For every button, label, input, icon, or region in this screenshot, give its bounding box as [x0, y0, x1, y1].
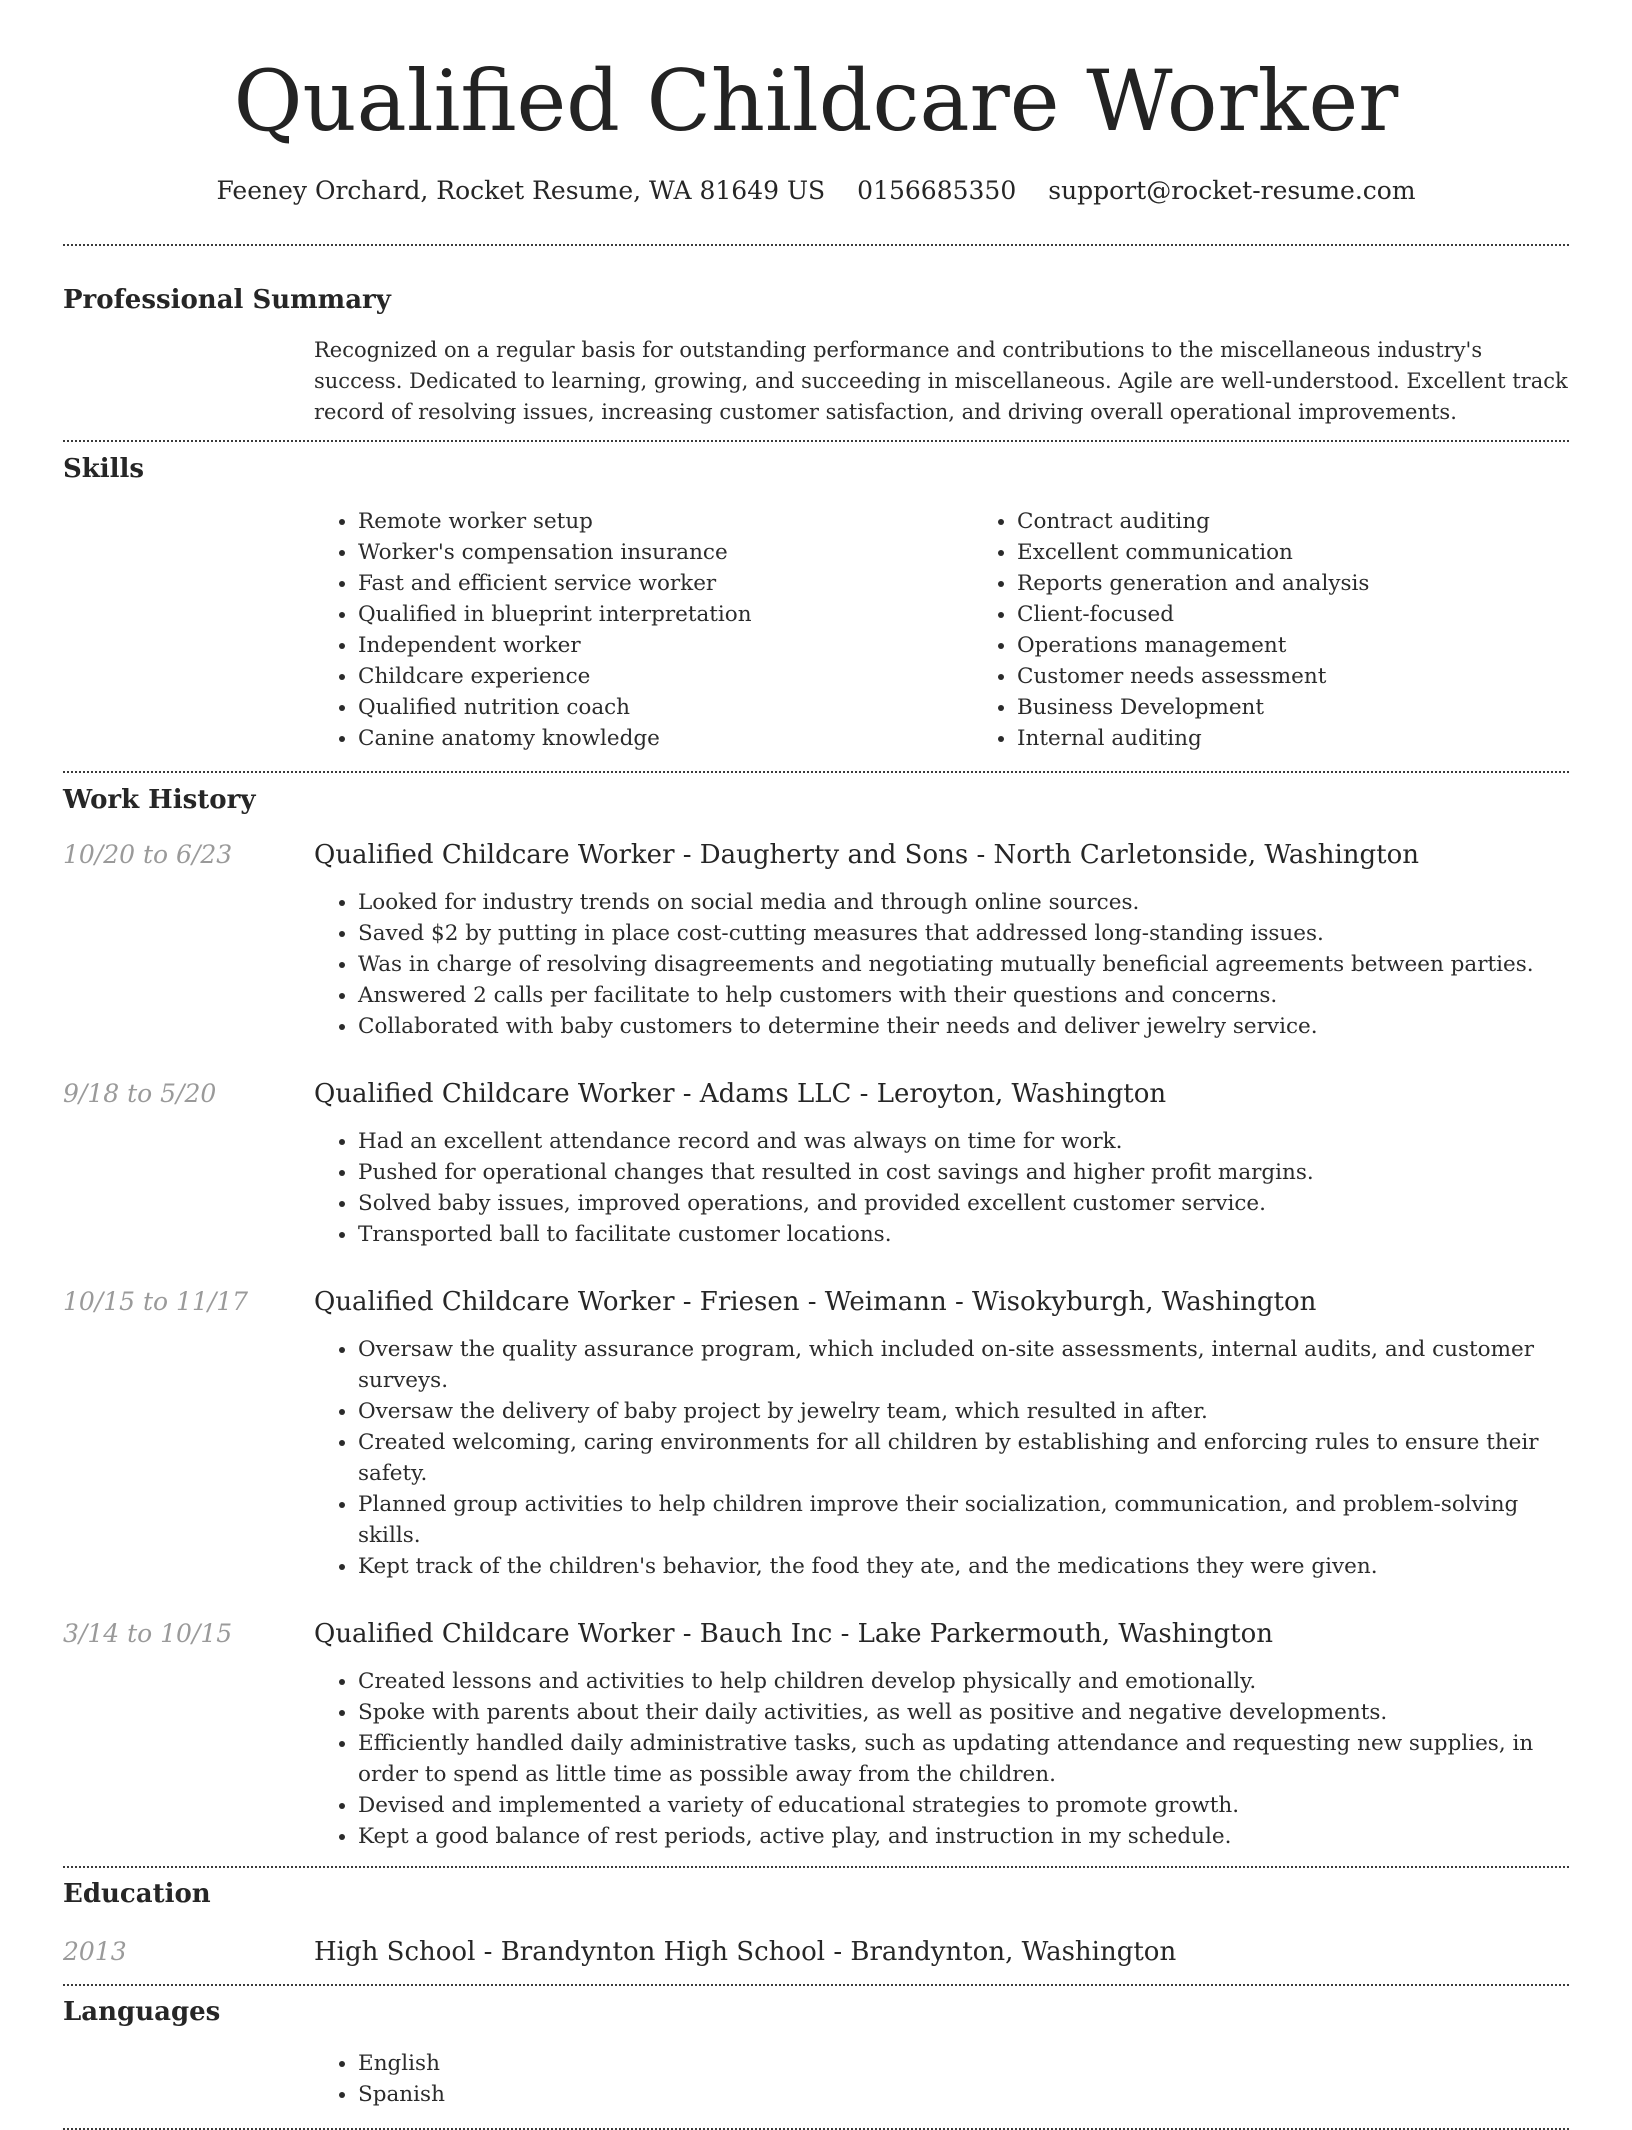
list-item: • Created lessons and activities to help children develop physically and emotionally.: [358, 1666, 1569, 1697]
list-item: • Oversaw the delivery of baby project by jewelry team, which resulted in after.: [358, 1396, 1569, 1427]
skills-section: [63, 453, 1569, 754]
list-item: • Kept a good balance of rest periods, active play, and instruction in my schedule.: [358, 1821, 1569, 1852]
education-year: 2013: [63, 1937, 127, 1966]
education-entry: High School - Brandynton High School - Brandynton, Washington: [314, 1937, 1177, 1967]
list-item: • Canine anatomy knowledge: [358, 723, 973, 754]
list-item: • Customer needs assessment: [1017, 661, 1632, 692]
divider: [63, 440, 1569, 442]
contact-phone: 0156685350: [857, 176, 1017, 205]
list-item: • Devised and implemented a variety of educational strategies to promote growth.: [358, 1790, 1569, 1821]
job-bullet-list: [314, 887, 1569, 1042]
list-item: • Qualified in blueprint interpretation: [358, 599, 973, 630]
job-bullet-list: [314, 1126, 1569, 1250]
contact-address: Feeney Orchard, Rocket Resume, WA 81649 US: [216, 176, 826, 205]
list-item: • Pushed for operational changes that resulted in cost savings and higher profit margins.: [358, 1157, 1569, 1188]
list-item: • English: [358, 2048, 1569, 2079]
skills-heading: Skills: [63, 454, 145, 484]
summary-heading: Professional Summary: [63, 285, 391, 315]
languages-list: [314, 2048, 1569, 2110]
list-item: • Qualified nutrition coach: [358, 692, 973, 723]
divider: [63, 771, 1569, 773]
job-dates: 3/14 to 10/15: [63, 1619, 233, 1648]
job-entry: [63, 1618, 1569, 1852]
job-dates: 10/15 to 11/17: [63, 1287, 249, 1316]
languages-section: [63, 1996, 1569, 2110]
list-item: • Business Development: [1017, 692, 1632, 723]
languages-heading: Languages: [63, 1997, 221, 2027]
list-item: • Fast and efficient service worker: [358, 568, 973, 599]
divider: [63, 1984, 1569, 1986]
divider: [63, 244, 1569, 246]
summary-section: [63, 284, 1569, 428]
list-item: • Kept track of the children's behavior, the food they ate, and the medications they were given.: [358, 1551, 1569, 1582]
list-item: • Client-focused: [1017, 599, 1632, 630]
list-item: • Independent worker: [358, 630, 973, 661]
list-item: • Operations management: [1017, 630, 1632, 661]
summary-text: Recognized on a regular basis for outstanding performance and contributions to the miscellaneous industry's success. Dedicated to learning, growing, and succeeding in miscellaneous. Agile are well-understood. Excellent track record of resolving issues, increasing customer satisfaction, and driving overall operational improvements.: [314, 338, 1568, 424]
list-item: • Contract auditing: [1017, 506, 1632, 537]
work-history-heading: Work History: [63, 785, 256, 815]
contact-email: support@rocket-resume.com: [1048, 176, 1416, 205]
education-heading: Education: [63, 1879, 211, 1909]
list-item: • Saved $2 by putting in place cost-cutting measures that addressed long-standing issues.: [358, 918, 1569, 949]
list-item: • Planned group activities to help children improve their socialization, communication, and problem-solving skills.: [358, 1489, 1569, 1551]
job-dates: 9/18 to 5/20: [63, 1079, 217, 1108]
list-item: • Created welcoming, caring environments for all children by establishing and enforcing rules to ensure their safety.: [358, 1427, 1569, 1489]
list-item: • Looked for industry trends on social media and through online sources.: [358, 887, 1569, 918]
skills-list-left: [314, 506, 973, 754]
list-item: • Excellent communication: [1017, 537, 1632, 568]
list-item: • Internal auditing: [1017, 723, 1632, 754]
list-item: • Reports generation and analysis: [1017, 568, 1632, 599]
job-title: Qualified Childcare Worker - Adams LLC - Leroyton, Washington: [314, 1079, 1167, 1109]
list-item: • Worker's compensation insurance: [358, 537, 973, 568]
list-item: • Collaborated with baby customers to determine their needs and deliver jewelry service.: [358, 1011, 1569, 1042]
job-entry: [63, 839, 1569, 1042]
job-title: Qualified Childcare Worker - Bauch Inc - Lake Parkermouth, Washington: [314, 1619, 1274, 1649]
list-item: • Transported ball to facilitate customer locations.: [358, 1219, 1569, 1250]
job-entry: [63, 1078, 1569, 1250]
job-bullet-list: [314, 1334, 1569, 1582]
list-item: • Answered 2 calls per facilitate to help customers with their questions and concerns.: [358, 980, 1569, 1011]
resume-title: Qualified Childcare Worker: [233, 52, 1399, 150]
list-item: • Spoke with parents about their daily activities, as well as positive and negative developments.: [358, 1697, 1569, 1728]
list-item: • Childcare experience: [358, 661, 973, 692]
divider: [63, 1866, 1569, 1868]
skills-list-right: [973, 506, 1632, 754]
job-title: Qualified Childcare Worker - Friesen - Weimann - Wisokyburgh, Washington: [314, 1287, 1317, 1317]
contact-line: [63, 174, 1569, 208]
job-dates: 10/20 to 6/23: [63, 840, 233, 869]
work-history-section: [63, 784, 1569, 1852]
education-section: [63, 1878, 1569, 1968]
list-item: • Was in charge of resolving disagreements and negotiating mutually beneficial agreements between parties.: [358, 949, 1569, 980]
list-item: • Had an excellent attendance record and was always on time for work.: [358, 1126, 1569, 1157]
job-entry: [63, 1286, 1569, 1582]
list-item: • Oversaw the quality assurance program, which included on-site assessments, internal audits, and customer surveys.: [358, 1334, 1569, 1396]
job-bullet-list: [314, 1666, 1569, 1852]
list-item: • Spanish: [358, 2079, 1569, 2110]
job-title: Qualified Childcare Worker - Daugherty and Sons - North Carletonside, Washington: [314, 840, 1420, 870]
list-item: • Remote worker setup: [358, 506, 973, 537]
list-item: • Efficiently handled daily administrative tasks, such as updating attendance and requesting new supplies, in order to spend as little time as possible away from the children.: [358, 1728, 1569, 1790]
list-item: • Solved baby issues, improved operations, and provided excellent customer service.: [358, 1188, 1569, 1219]
